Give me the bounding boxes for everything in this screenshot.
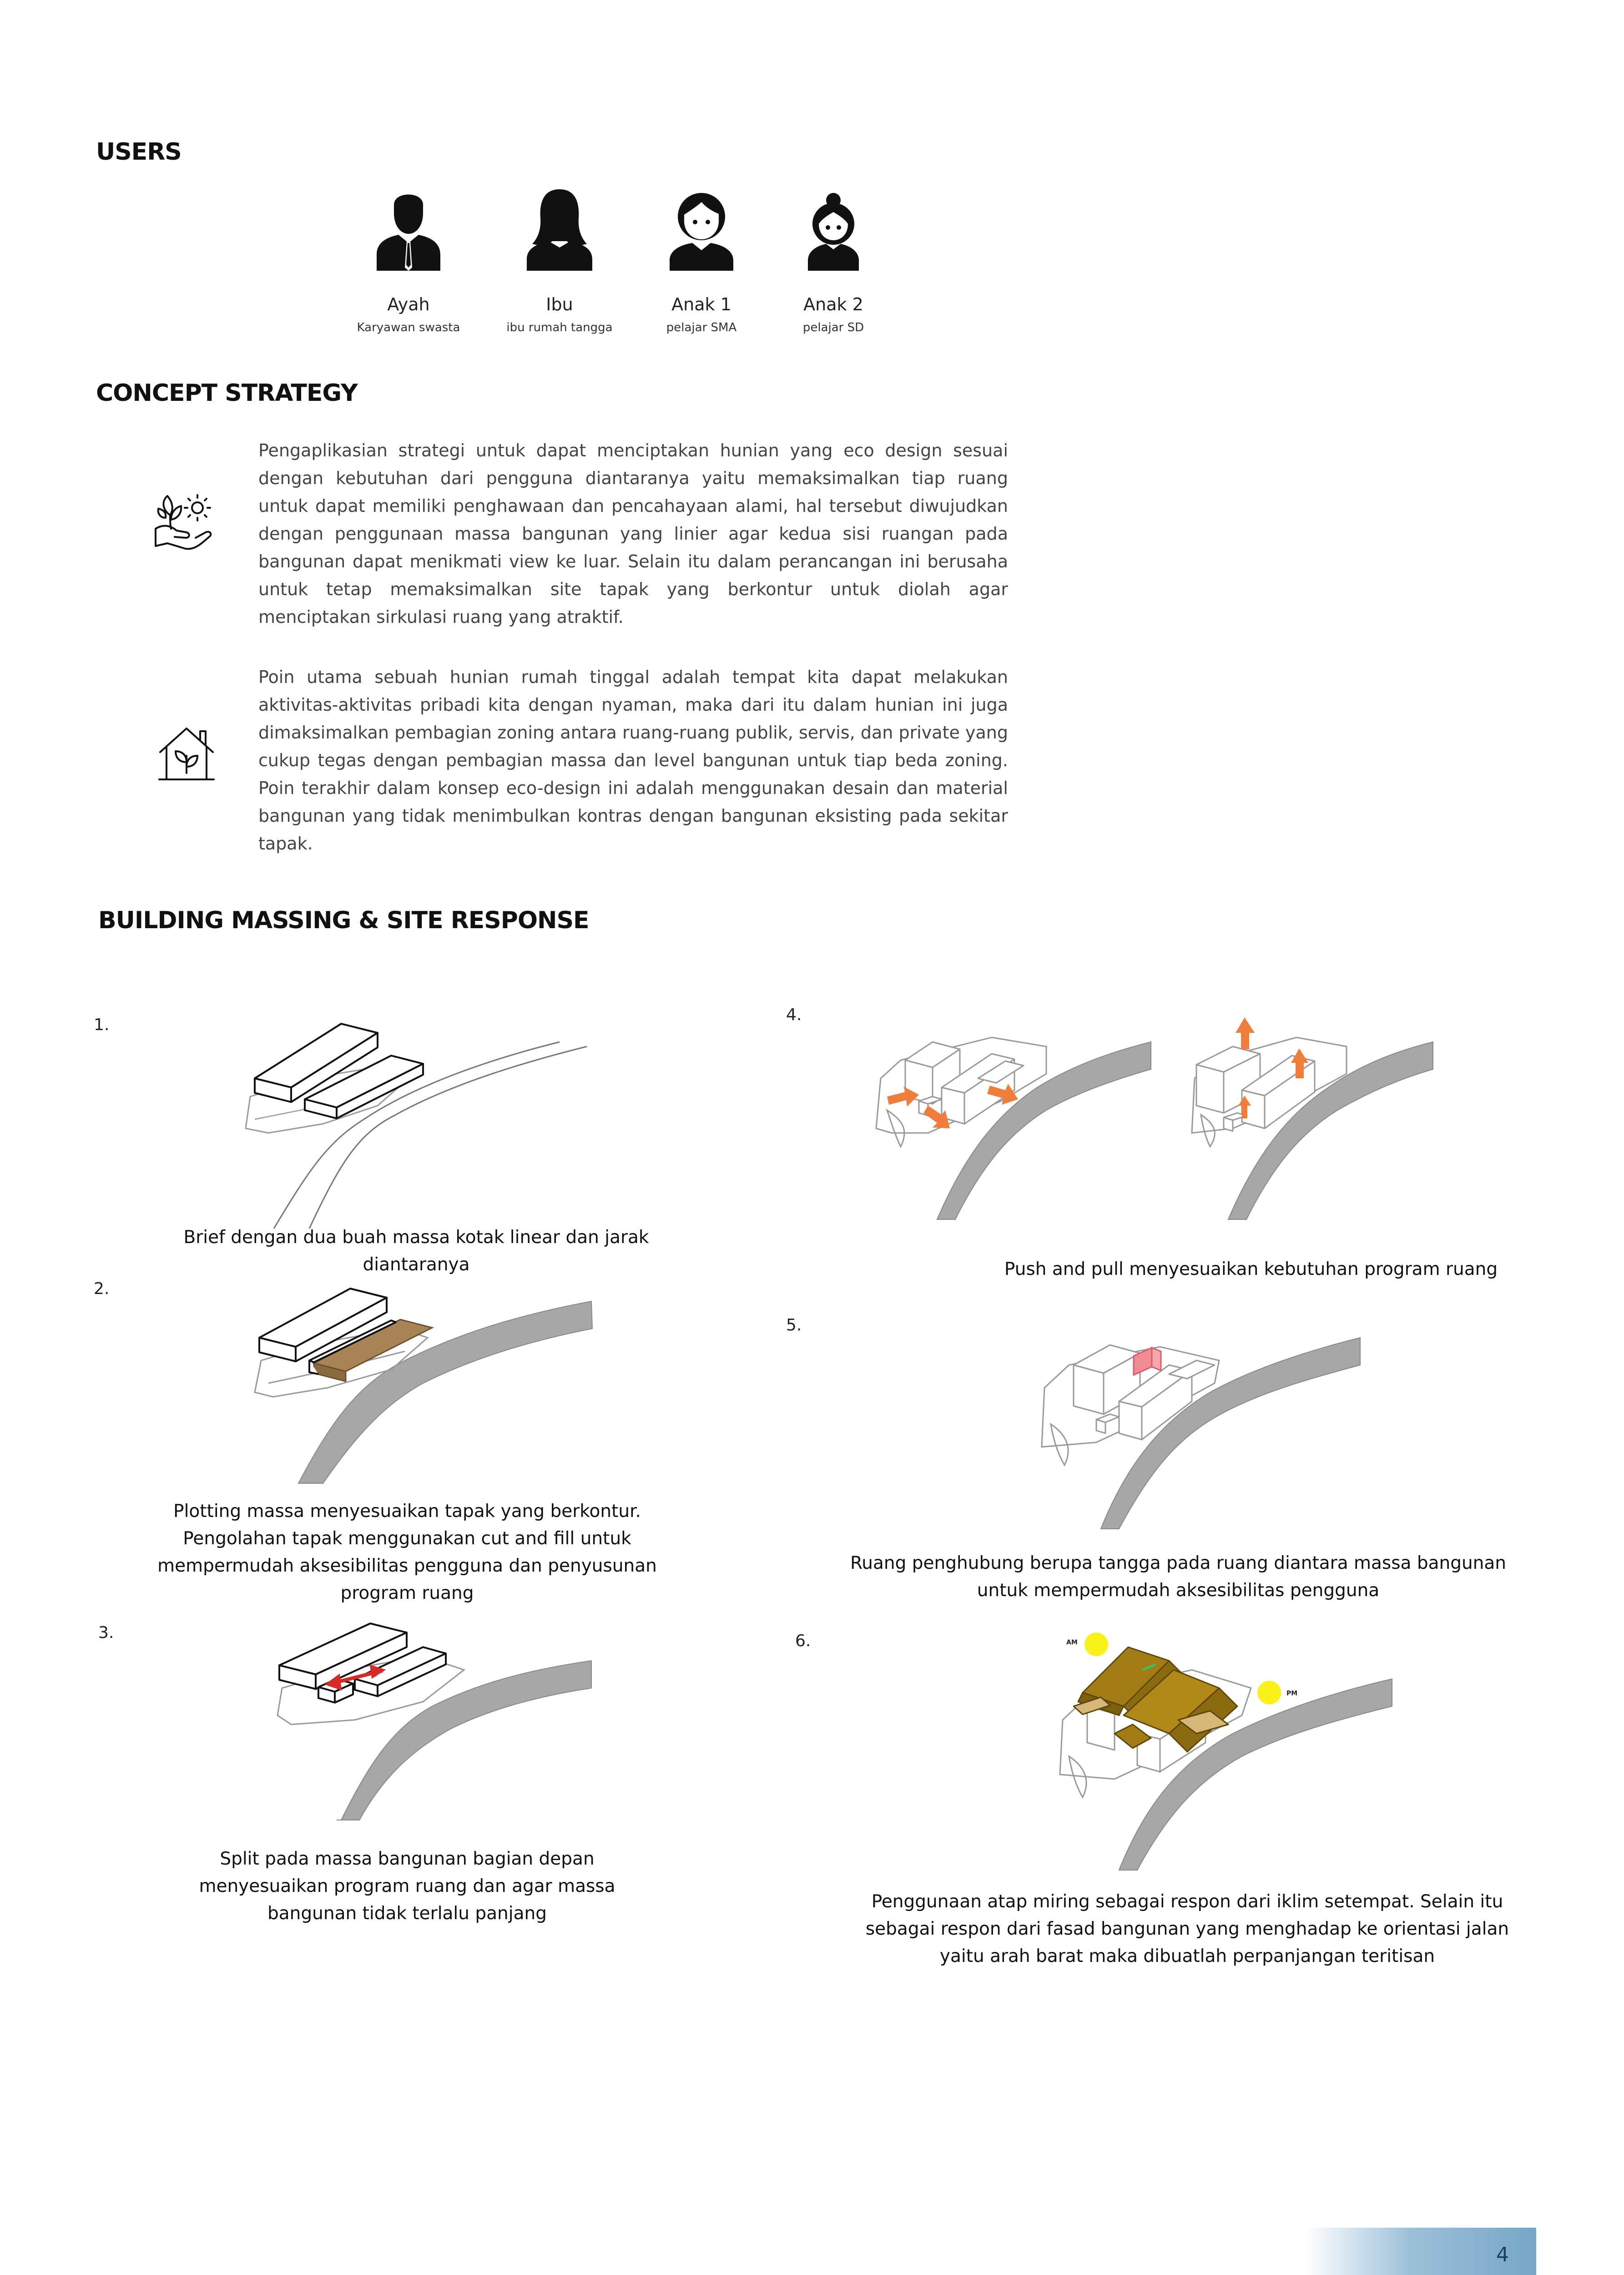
eco-house-icon (157, 726, 216, 782)
step-3-caption: Split pada massa bangunan bagian depan menyesuaikan program ruang dan agar massa bangunan tidak terlalu panjang (199, 1849, 615, 1924)
step-5-number: 5. (786, 1316, 802, 1335)
user-role: Anak 2 (803, 294, 863, 314)
page-number: 4 (1496, 2243, 1509, 2266)
eco-hand-plant-icon (154, 492, 213, 551)
boy-icon (665, 187, 738, 271)
step-4-diagram-a (873, 1010, 1155, 1219)
step-2-diagram (255, 1283, 600, 1483)
massing-heading: BUILDING MASSING & SITE RESPONSE (98, 907, 589, 934)
user-desc: ibu rumah tangga (506, 321, 613, 334)
step-4-caption: Push and pull menyesuaikan kebutuhan program ruang (1004, 1259, 1498, 1279)
girl-icon (797, 187, 870, 271)
user-ibu (487, 187, 632, 334)
woman-icon (523, 187, 596, 271)
step-5-caption: Ruang penghubung berupa tangga pada ruang diantara massa bangunan untuk mempermudah aksesibilitas pengguna (850, 1553, 1507, 1601)
step-5-diagram (1033, 1310, 1369, 1529)
sun-am-label: AM (1066, 1639, 1078, 1646)
step-6-number: 6. (795, 1632, 811, 1650)
user-role: Ibu (546, 294, 573, 314)
concept-paragraph-2: Poin utama sebuah hunian rumah tinggal adalah tempat kita dapat melakukan aktivitas-aktivitas pribadi kita dengan nyaman, maka dari itu dalam hunian ini juga dimaksimalkan pembagian zoning antara ruang-ruang publik, servis, dan private yang cukup tegas dengan pembagian massa dan level bangunan untuk tiap beda zoning. Poin terakhir dalam konsep eco-design ini adalah menggunakan desain dan material bangunan yang tidak menimbulkan kontras dengan bangunan eksisting pada sekitar tapak. (258, 667, 1008, 854)
concept-heading: CONCEPT STRATEGY (96, 379, 358, 407)
user-ayah (336, 187, 481, 334)
step-4-number: 4. (786, 1006, 802, 1024)
step-1-number: 1. (94, 1016, 110, 1034)
step-3-diagram (273, 1620, 600, 1820)
step-3-number: 3. (98, 1623, 114, 1642)
page-number-badge (1306, 2228, 1536, 2275)
user-desc: Karyawan swasta (357, 321, 460, 334)
step-4-diagram-b (1183, 1010, 1437, 1219)
step-6-caption: Penggunaan atap miring sebagai respon dari iklim setempat. Selain itu sebagai respon dari fasad bangunan yang menghadap ke orientasi jalan yaitu arah barat maka dibuatlah perpanjangan teritisan (865, 1891, 1509, 1967)
step-6-diagram (1046, 1629, 1401, 1870)
sun-pm-label: PM (1286, 1690, 1298, 1697)
user-anak-2 (761, 187, 906, 334)
step-1-caption: Brief dengan dua buah massa kotak linear dan jarak diantaranya (183, 1227, 649, 1275)
concept-paragraph-1: Pengaplikasian strategi untuk dapat menciptakan hunian yang eco design sesuai dengan kebutuhan dari pengguna diantaranya yaitu memaksimalkan tiap ruang untuk dapat memiliki penghawaan dan pencahayaan alami, hal tersebut diwujudkan dengan penggunaan massa bangunan yang linier agar kedua sisi ruangan pada bangunan dapat menikmati view ke luar. Selain itu dalam perancangan ini berusaha untuk tetap memaksimalkan site tapak yang berkontur untuk diolah agar menciptakan sirkulasi ruang yang atraktif. (258, 440, 1008, 627)
users-heading: USERS (96, 138, 182, 166)
user-desc: pelajar SMA (666, 321, 737, 334)
user-role: Ayah (387, 294, 430, 314)
step-2-number: 2. (94, 1279, 110, 1298)
user-role: Anak 1 (671, 294, 731, 314)
man-in-suit-icon (372, 187, 445, 271)
step-2-caption: Plotting massa menyesuaikan tapak yang berkontur. Pengolahan tapak menggunakan cut and fill untuk mempermudah aksesibilitas pengguna dan penyusunan program ruang (157, 1501, 657, 1603)
user-desc: pelajar SD (802, 321, 864, 334)
user-anak-1 (629, 187, 774, 334)
step-1-diagram (241, 1015, 605, 1228)
